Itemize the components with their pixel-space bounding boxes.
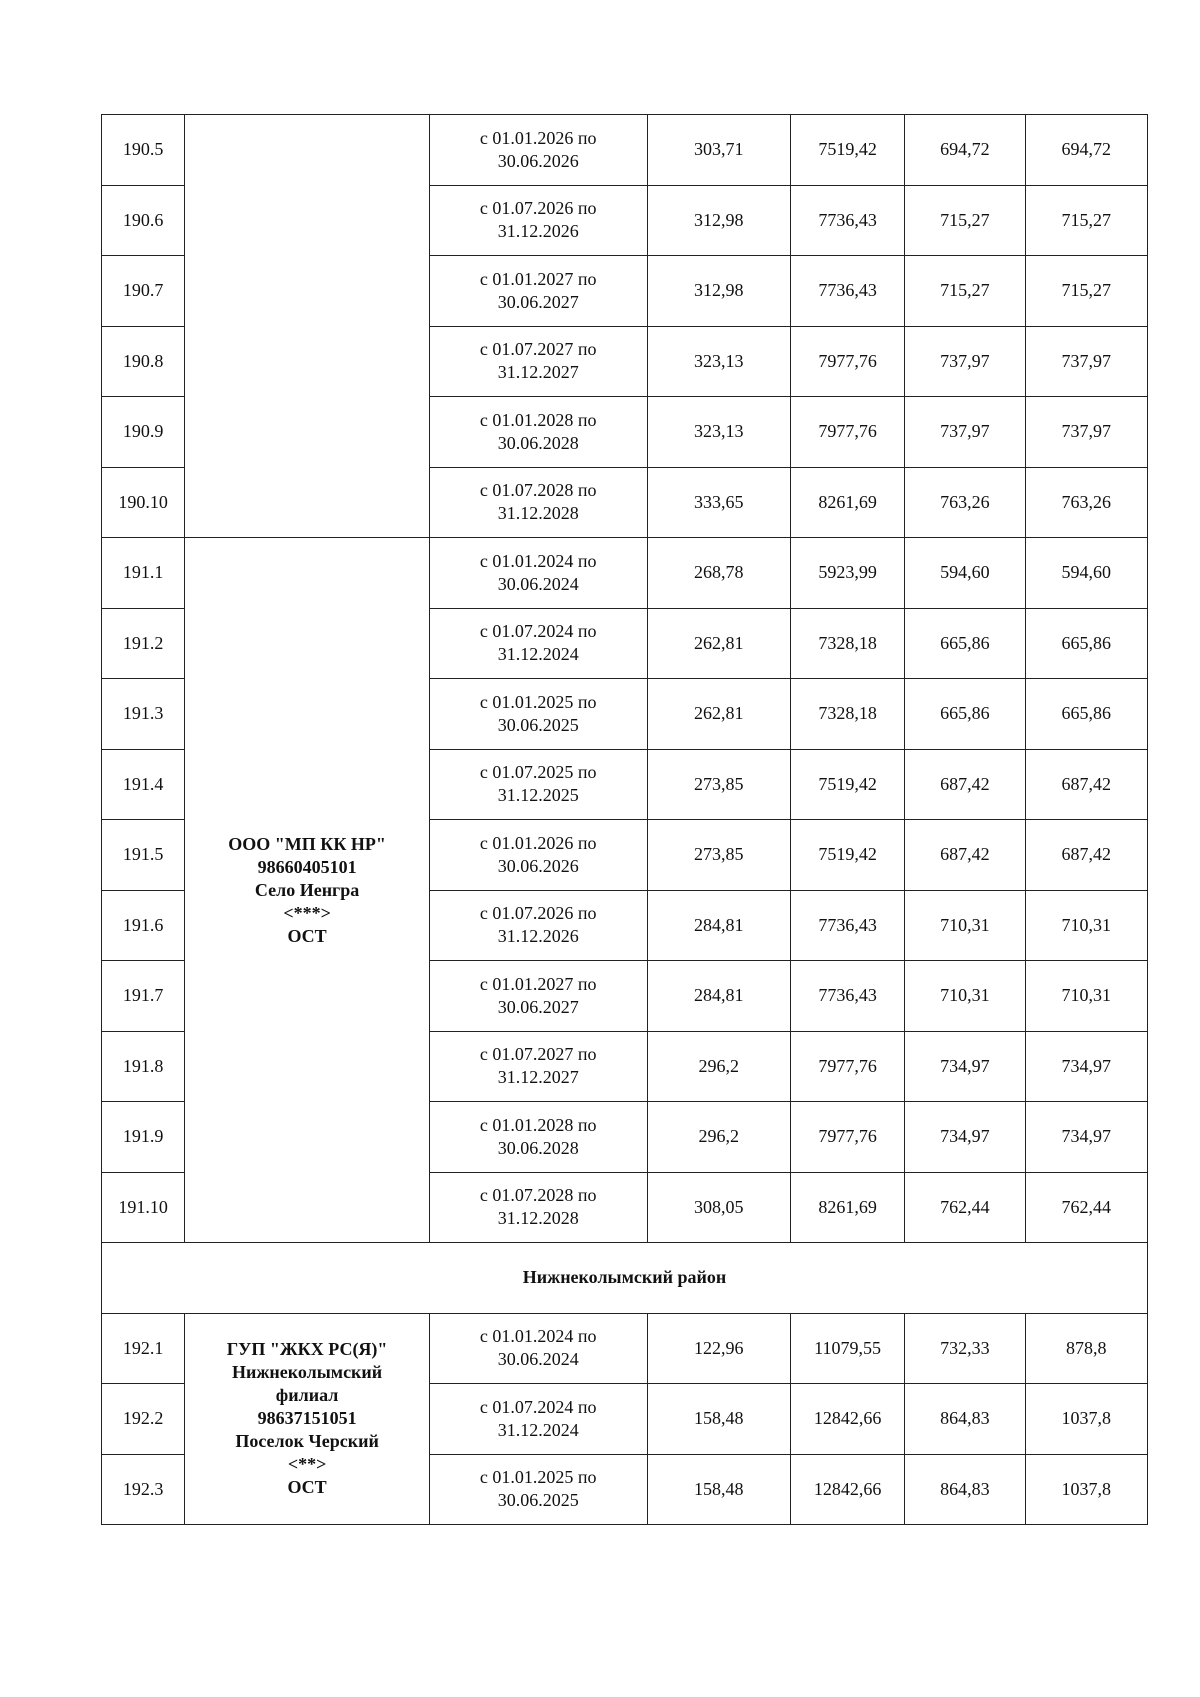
organization-line: филиал [275,1385,339,1406]
value-cell: 864,83 [905,1454,1025,1525]
value-cell: 762,44 [905,1172,1025,1243]
period-line: с 01.07.2027 по [479,1044,597,1065]
period-line: 31.12.2024 [497,644,579,665]
value-cell: 158,48 [647,1454,790,1525]
row-number: 191.7 [102,961,185,1032]
organization-cell [185,115,430,538]
period-cell [429,1172,647,1243]
period-line: 30.06.2028 [497,1137,579,1158]
period-line: с 01.07.2028 по [479,480,597,501]
organization-line: <**> [287,1454,327,1475]
period-line: с 01.01.2028 по [479,409,597,430]
period-line: 30.06.2027 [497,291,579,312]
value-cell: 122,96 [647,1313,790,1384]
value-cell: 323,13 [647,326,790,397]
period-line: с 01.01.2026 по [479,832,597,853]
value-cell: 878,8 [1025,1313,1147,1384]
period-line: с 01.01.2026 по [479,127,597,148]
period-line: с 01.01.2024 по [479,1326,597,1347]
row-number: 191.2 [102,608,185,679]
value-cell: 7736,43 [790,890,904,961]
organization-line: 98660405101 [257,856,357,877]
district-row [102,1243,1148,1314]
value-cell: 7977,76 [790,1031,904,1102]
value-cell: 734,97 [905,1102,1025,1173]
value-cell: 8261,69 [790,1172,904,1243]
value-cell: 7736,43 [790,256,904,327]
period-line: с 01.01.2028 по [479,1114,597,1135]
period-cell [429,115,647,186]
organization-line: ООО "МП КК НР" [228,833,386,854]
row-number: 192.1 [102,1313,185,1384]
period-line: с 01.07.2025 по [479,762,597,783]
value-cell: 1037,8 [1025,1454,1147,1525]
value-cell: 312,98 [647,256,790,327]
value-cell: 12842,66 [790,1454,904,1525]
value-cell: 694,72 [1025,115,1147,186]
row-number: 191.10 [102,1172,185,1243]
value-cell: 734,97 [1025,1031,1147,1102]
value-cell: 296,2 [647,1102,790,1173]
value-cell: 665,86 [1025,679,1147,750]
period-line: 31.12.2027 [497,362,579,383]
period-line: с 01.01.2024 по [479,550,597,571]
period-line: с 01.01.2025 по [479,691,597,712]
value-cell: 734,97 [1025,1102,1147,1173]
organization-line: ОСТ [287,1477,327,1498]
value-cell: 7328,18 [790,608,904,679]
row-number: 191.6 [102,890,185,961]
period-line: 31.12.2026 [497,926,579,947]
period-cell [429,326,647,397]
value-cell: 594,60 [1025,538,1147,609]
period-cell [429,890,647,961]
period-cell [429,1454,647,1525]
period-cell [429,1102,647,1173]
value-cell: 687,42 [1025,749,1147,820]
period-cell [429,679,647,750]
period-line: 31.12.2028 [497,503,579,524]
period-line: 30.06.2026 [497,150,579,171]
value-cell: 864,83 [905,1384,1025,1455]
period-line: с 01.07.2024 по [479,621,597,642]
value-cell: 737,97 [905,397,1025,468]
period-line: 31.12.2024 [497,1419,579,1440]
value-cell: 268,78 [647,538,790,609]
period-cell [429,467,647,538]
tariff-table [101,114,1148,1525]
period-line: 30.06.2026 [497,855,579,876]
period-cell [429,749,647,820]
row-number: 190.10 [102,467,185,538]
value-cell: 715,27 [905,256,1025,327]
value-cell: 323,13 [647,397,790,468]
district-title: Нижнеколымский район [102,1243,1148,1314]
value-cell: 296,2 [647,1031,790,1102]
table-row [102,1313,1148,1384]
value-cell: 710,31 [905,890,1025,961]
period-line: 30.06.2028 [497,432,579,453]
value-cell: 7519,42 [790,820,904,891]
value-cell: 687,42 [905,820,1025,891]
period-cell [429,820,647,891]
row-number: 190.7 [102,256,185,327]
value-cell: 1037,8 [1025,1384,1147,1455]
row-number: 192.3 [102,1454,185,1525]
value-cell: 284,81 [647,890,790,961]
period-cell [429,1031,647,1102]
value-cell: 732,33 [905,1313,1025,1384]
organization-line: Поселок Черский [235,1431,379,1452]
value-cell: 7977,76 [790,397,904,468]
organization-line: Нижнеколымский [231,1362,383,1383]
value-cell: 7977,76 [790,326,904,397]
value-cell: 687,42 [905,749,1025,820]
value-cell: 715,27 [1025,256,1147,327]
organization-line: ОСТ [287,925,327,946]
row-number: 190.6 [102,185,185,256]
period-line: 30.06.2025 [497,714,579,735]
value-cell: 273,85 [647,749,790,820]
period-line: 31.12.2025 [497,785,579,806]
period-line: 30.06.2024 [497,573,579,594]
value-cell: 7519,42 [790,115,904,186]
period-cell [429,256,647,327]
value-cell: 11079,55 [790,1313,904,1384]
period-line: с 01.01.2027 по [479,268,597,289]
period-cell [429,961,647,1032]
value-cell: 687,42 [1025,820,1147,891]
tariff-table-body [102,115,1148,1525]
row-number: 191.5 [102,820,185,891]
table-row [102,538,1148,609]
period-line: 31.12.2028 [497,1208,579,1229]
row-number: 191.3 [102,679,185,750]
period-line: с 01.07.2027 по [479,339,597,360]
value-cell: 333,65 [647,467,790,538]
value-cell: 665,86 [905,608,1025,679]
row-number: 191.4 [102,749,185,820]
value-cell: 284,81 [647,961,790,1032]
row-number: 190.9 [102,397,185,468]
period-line: с 01.07.2028 по [479,1185,597,1206]
value-cell: 158,48 [647,1384,790,1455]
value-cell: 737,97 [1025,326,1147,397]
period-line: 31.12.2026 [497,221,579,242]
value-cell: 715,27 [905,185,1025,256]
value-cell: 273,85 [647,820,790,891]
value-cell: 737,97 [1025,397,1147,468]
period-cell [429,608,647,679]
value-cell: 715,27 [1025,185,1147,256]
value-cell: 262,81 [647,679,790,750]
row-number: 191.8 [102,1031,185,1102]
value-cell: 594,60 [905,538,1025,609]
period-line: 30.06.2025 [497,1490,579,1511]
value-cell: 665,86 [1025,608,1147,679]
table-row [102,115,1148,186]
row-number: 190.5 [102,115,185,186]
value-cell: 262,81 [647,608,790,679]
value-cell: 737,97 [905,326,1025,397]
value-cell: 312,98 [647,185,790,256]
period-line: с 01.07.2024 по [479,1396,597,1417]
value-cell: 734,97 [905,1031,1025,1102]
value-cell: 763,26 [905,467,1025,538]
value-cell: 710,31 [905,961,1025,1032]
value-cell: 7736,43 [790,961,904,1032]
period-line: 31.12.2027 [497,1067,579,1088]
value-cell: 7977,76 [790,1102,904,1173]
row-number: 191.9 [102,1102,185,1173]
value-cell: 694,72 [905,115,1025,186]
value-cell: 7328,18 [790,679,904,750]
value-cell: 5923,99 [790,538,904,609]
organization-cell [185,538,430,1243]
value-cell: 303,71 [647,115,790,186]
value-cell: 7519,42 [790,749,904,820]
period-cell [429,538,647,609]
period-line: 30.06.2024 [497,1349,579,1370]
value-cell: 665,86 [905,679,1025,750]
period-cell [429,397,647,468]
value-cell: 308,05 [647,1172,790,1243]
period-cell [429,1313,647,1384]
row-number: 192.2 [102,1384,185,1455]
period-cell [429,185,647,256]
organization-line: Село Иенгра [254,879,360,900]
value-cell: 7736,43 [790,185,904,256]
period-line: с 01.01.2027 по [479,973,597,994]
period-line: с 01.01.2025 по [479,1467,597,1488]
organization-line: ГУП "ЖКХ РС(Я)" [226,1339,388,1360]
period-cell [429,1384,647,1455]
value-cell: 710,31 [1025,961,1147,1032]
row-number: 191.1 [102,538,185,609]
value-cell: 763,26 [1025,467,1147,538]
organization-line: <***> [283,902,331,923]
value-cell: 12842,66 [790,1384,904,1455]
value-cell: 762,44 [1025,1172,1147,1243]
value-cell: 8261,69 [790,467,904,538]
period-line: с 01.07.2026 по [479,903,597,924]
organization-cell [185,1313,430,1525]
period-line: с 01.07.2026 по [479,198,597,219]
row-number: 190.8 [102,326,185,397]
organization-line: 98637151051 [257,1408,357,1429]
period-line: 30.06.2027 [497,996,579,1017]
value-cell: 710,31 [1025,890,1147,961]
